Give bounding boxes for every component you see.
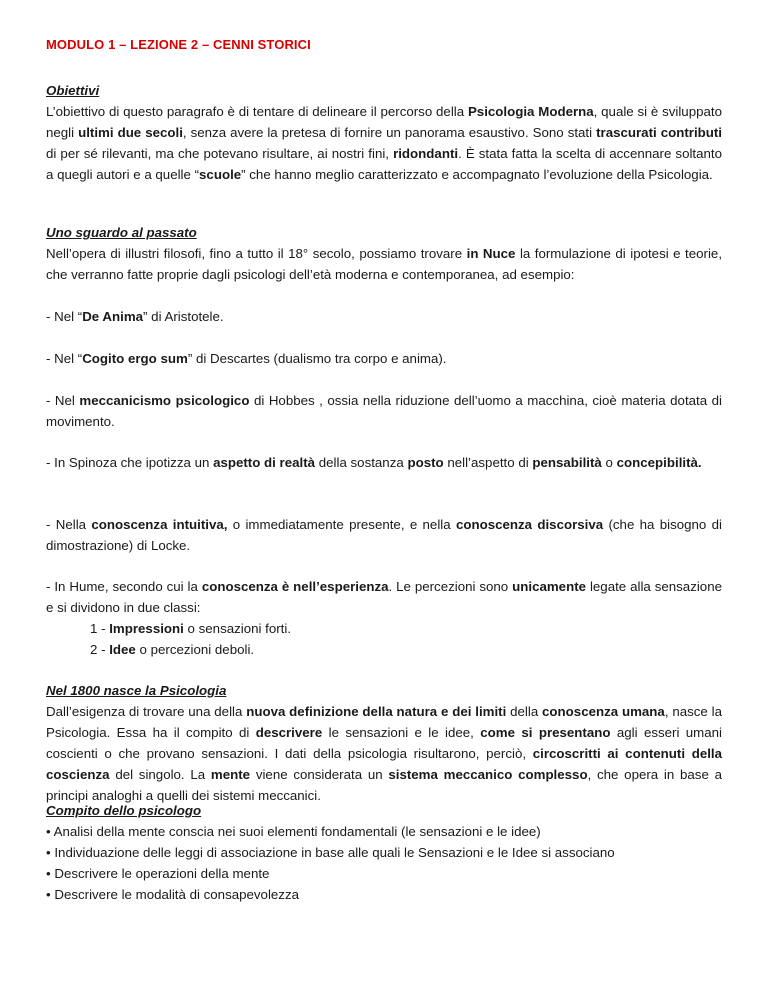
bullet-item: • Analisi della mente conscia nei suoi elementi fondamentali (le sensazioni e le idee) [46,824,541,839]
section-heading: Obiettivi [46,83,100,98]
list-item: - In Spinoza che ipotizza un aspetto di realtà della sostanza posto nell’aspetto di pensabilità o concepibilità. [46,455,702,470]
bullet-item: • Descrivere le operazioni della mente [46,866,270,881]
sub-item: 1 - Impressioni o sensazioni forti. [90,621,292,636]
bullet-item: • Individuazione delle leggi di associazione in base alle quali le Sensazioni e le Idee si associano [46,845,615,860]
list-item: - Nel “De Anima” di Aristotele. [46,309,224,324]
list-item: - Nel “Cogito ergo sum” di Descartes (dualismo tra corpo e anima). [46,351,447,366]
list-item: - Nel meccanicismo psicologico di Hobbes , ossia nella riduzione dell’uomo a macchina, cioè materia dotata di movimento. [46,393,722,429]
section-compito [46,800,722,905]
section-passato [46,222,722,285]
section-heading: Uno sguardo al passato [46,225,197,240]
section-1800 [46,680,722,806]
list-item: - Nella conoscenza intuitiva, o immediatamente presente, e nella conoscenza discorsiva (che ha bisogno di dimostrazione) di Locke. [46,517,722,553]
sub-item: 2 - Idee o percezioni deboli. [90,642,255,657]
section-heading: Nel 1800 nasce la Psicologia [46,683,227,698]
section-heading: Compito dello psicologo [46,803,202,818]
paragraph: Nell’opera di illustri filosofi, fino a tutto il 18° secolo, possiamo trovare in Nuce la formulazione di ipotesi e teorie, che verranno fatte proprie dagli psicologi dell’età moderna e contemporanea, ad esempio: [46,246,723,282]
bullet-item: • Descrivere le modalità di consapevolezza [46,887,299,902]
document-title: MODULO 1 – LEZIONE 2 – CENNI STORICI [46,37,311,52]
paragraph: L’obiettivo di questo paragrafo è di tentare di delineare il percorso della Psicologia Moderna, quale si è sviluppato negli ultimi due secoli, senza avere la pretesa di fornire un panorama esaustivo. Sono stati trascurati contributi di per sé rilevanti, ma che potevano risultare, ai nostri fini, ridondanti. È stata fatta la scelta di accennare soltanto a quegli autori e a quelle “scuole” che hanno meglio caratterizzato e accompagnato l’evoluzione della Psicologia. [46,104,723,182]
section-obiettivi [46,80,722,185]
paragraph: Dall’esigenza di trovare una della nuova definizione della natura e dei limiti della conoscenza umana, nasce la Psicologia. Essa ha il compito di descrivere le sensazioni e le idee, come si presentano agli esseri umani coscienti o che provano sensazioni. I dati della psicologia risultarono, perciò, circoscritti ai contenuti della coscienza del singolo. La mente viene considerata un sistema meccanico complesso, che opera in base a principi analoghi a quelli dei sistemi meccanici. [46,704,723,803]
list-item: - In Hume, secondo cui la conoscenza è nell’esperienza. Le percezioni sono unicamente legate alla sensazione e si dividono in due classi: 1 - Impressioni o sensazioni forti. 2 - Idee o percezioni deboli. [46,576,722,660]
